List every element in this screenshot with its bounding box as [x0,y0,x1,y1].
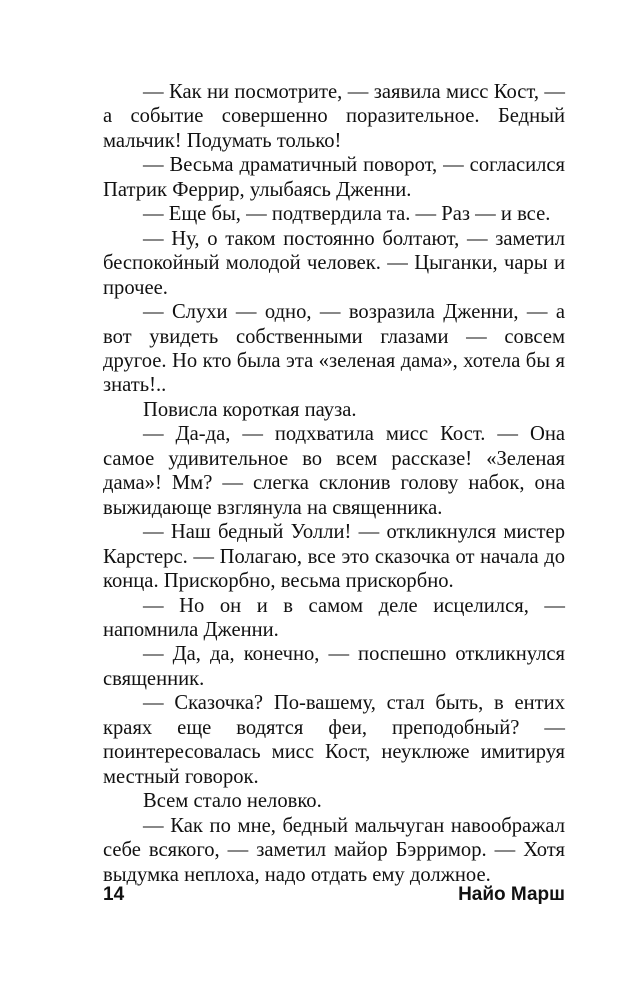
paragraph: — Еще бы, — подтвердила та. — Раз — и все. [143,203,551,226]
paragraph: — Как по мне, бедный мальчуган навоображал себе всякого, — заметил майор Бэрримор. — Хотя выдумка неплоха, надо отдать ему должное. [103,814,565,886]
paragraph: — Да-да, — подхватила мисс Кост. — Она самое удивительное во всем рассказе! «Зеленая дама»! Мм? — слегка склонив голову набок, она выжидающе взглянула на священника. [103,423,565,519]
paragraph: — Наш бедный Уолли! — откликнулся мистер Карстерс. — Полагаю, все это сказочка от начала до конца. Прискорбно, весьма прискорбно. [103,521,565,593]
page-footer [103,884,565,914]
paragraph: — Весьма драматичный поворот, — согласился Патрик Феррир, улыбаясь Дженни. [103,154,565,201]
paragraph: — Но он и в самом деле исцелился, — напомнила Дженни. [103,594,565,641]
running-author: Найо Марш [458,884,565,905]
paragraph: — Сказочка? По-вашему, стал быть, в ентих краях еще водятся феи, преподобный? — поинтересовалась мисс Кост, неуклюже имитируя местный говорок. [103,692,565,788]
page-number: 14 [103,884,125,905]
paragraph: Всем стало неловко. [143,790,322,813]
paragraph: — Как ни посмотрите, — заявила мисс Кост, — а событие совершенно поразительное. Бедный мальчик! Подумать только! [103,81,565,152]
paragraph: — Ну, о таком постоянно болтают, — заметил беспокойный молодой человек. — Цыганки, чары и прочее. [103,227,565,299]
paragraph: — Да, да, конечно, — поспешно откликнулся священник. [103,643,565,690]
body-text [103,80,565,887]
paragraph: — Слухи — одно, — возразила Дженни, — а вот увидеть собственными глазами — совсем другое. Но кто была эта «зеленая дама», хотела бы я знать!.. [103,301,565,397]
paragraph: Повисла короткая пауза. [143,398,357,421]
